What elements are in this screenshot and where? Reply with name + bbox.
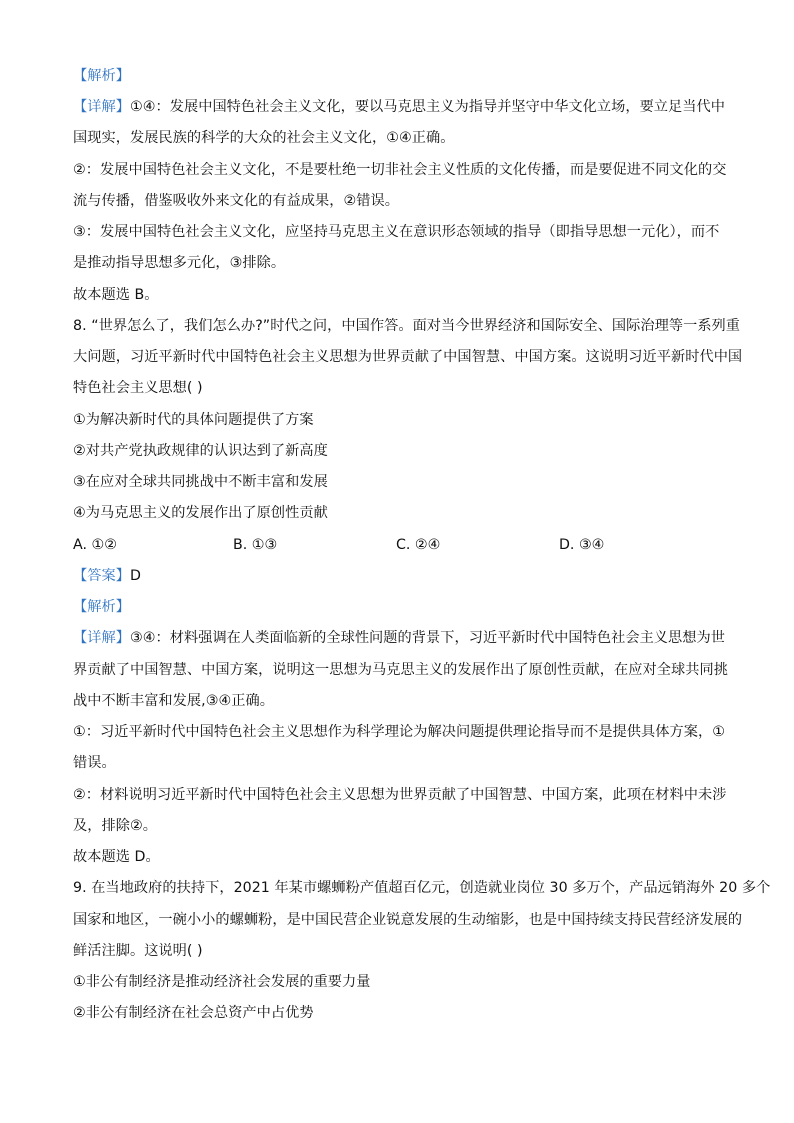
q8-item-1: ①为解决新时代的具体问题提供了方案	[73, 412, 314, 428]
q7-para3-line-2: 是推动指导思想多元化，③排除。	[73, 255, 286, 271]
q7-para2-line-1: ②：发展中国特色社会主义文化，不是要杜绝一切非社会主义性质的文化传播，而是要促进不同文化的交	[73, 162, 727, 178]
q7-detail-line-1: 【详解】①④：发展中国特色社会主义文化，要以马克思主义为指导并坚守中华文化立场，要立足当代中	[73, 99, 725, 115]
q7-conclusion: 故本题选 B。	[73, 287, 159, 303]
q7-detail-line-2: 国现实，发展民族的科学的大众的社会主义文化，①④正确。	[73, 130, 455, 146]
q7-para3-line-1: ③：发展中国特色社会主义文化，应坚持马克思主义在意识形态领域的指导（即指导思想一元化），而不	[73, 224, 720, 240]
q8-para3-line-1: ②：材料说明习近平新时代中国特色社会主义思想为世界贡献了中国智慧、中国方案，此项在材料中未涉	[73, 787, 727, 803]
q8-item-2: ②对共产党执政规律的认识达到了新高度	[73, 443, 328, 459]
q8-detail-line-2: 界贡献了中国智慧、中国方案，说明这一思想为马克思主义的发展作出了原创性贡献，在应对全球共同挑	[73, 662, 728, 678]
q9-stem-line-3: 鲜活注脚。这说明( )	[73, 943, 203, 959]
q7-para2-line-2: 流与传播，借鉴吸收外来文化的有益成果，②错误。	[73, 193, 399, 209]
q8-answer: 【答案】D	[73, 568, 141, 584]
q8-stem-line-1: 8. “世界怎么了，我们怎么办?”时代之问，中国作答。面对当今世界经济和国际安全、国际治理等一系列重	[73, 318, 741, 334]
q8-option-c: C. ②④	[396, 537, 441, 553]
q8-option-d: D. ③④	[559, 537, 605, 553]
q8-conclusion: 故本题选 D。	[73, 849, 160, 865]
q8-item-3: ③在应对全球共同挑战中不断丰富和发展	[73, 474, 328, 490]
q8-detail-line-1: 【详解】③④：材料强调在人类面临新的全球性问题的背景下，习近平新时代中国特色社会主义思想为世	[73, 630, 725, 646]
q8-option-b: B. ①③	[233, 537, 278, 553]
q9-item-1: ①非公有制经济是推动经济社会发展的重要力量	[73, 974, 371, 990]
q8-para2-line-1: ①：习近平新时代中国特色社会主义思想作为科学理论为解决问题提供理论指导而不是提供具体方案，①	[73, 724, 725, 740]
q7-analysis-tag: 【解析】	[73, 68, 130, 84]
q8-stem-line-3: 特色社会主义思想( )	[73, 380, 203, 396]
q9-item-2: ②非公有制经济在社会总资产中占优势	[73, 1005, 314, 1021]
q9-stem-line-2: 国家和地区，一碗小小的螺蛳粉，是中国民营企业锐意发展的生动缩影，也是中国持续支持民营经济发展的	[73, 912, 743, 928]
q8-detail-line-3: 战中不断丰富和发展,③④正确。	[73, 693, 274, 709]
q8-option-a: A. ①②	[73, 537, 117, 553]
q8-para3-line-2: 及，排除②。	[73, 818, 157, 834]
q8-para2-line-2: 错误。	[73, 755, 116, 771]
q9-stem-line-1: 9. 在当地政府的扶持下，2021 年某市螺蛳粉产值超百亿元，创造就业岗位 30 多万个，产品远销海外 20 多个	[73, 880, 771, 896]
q8-analysis-tag: 【解析】	[73, 599, 130, 615]
q8-stem-line-2: 大问题，习近平新时代中国特色社会主义思想为世界贡献了中国智慧、中国方案。这说明习近平新时代中国	[73, 349, 743, 365]
q8-item-4: ④为马克思主义的发展作出了原创性贡献	[73, 505, 328, 521]
